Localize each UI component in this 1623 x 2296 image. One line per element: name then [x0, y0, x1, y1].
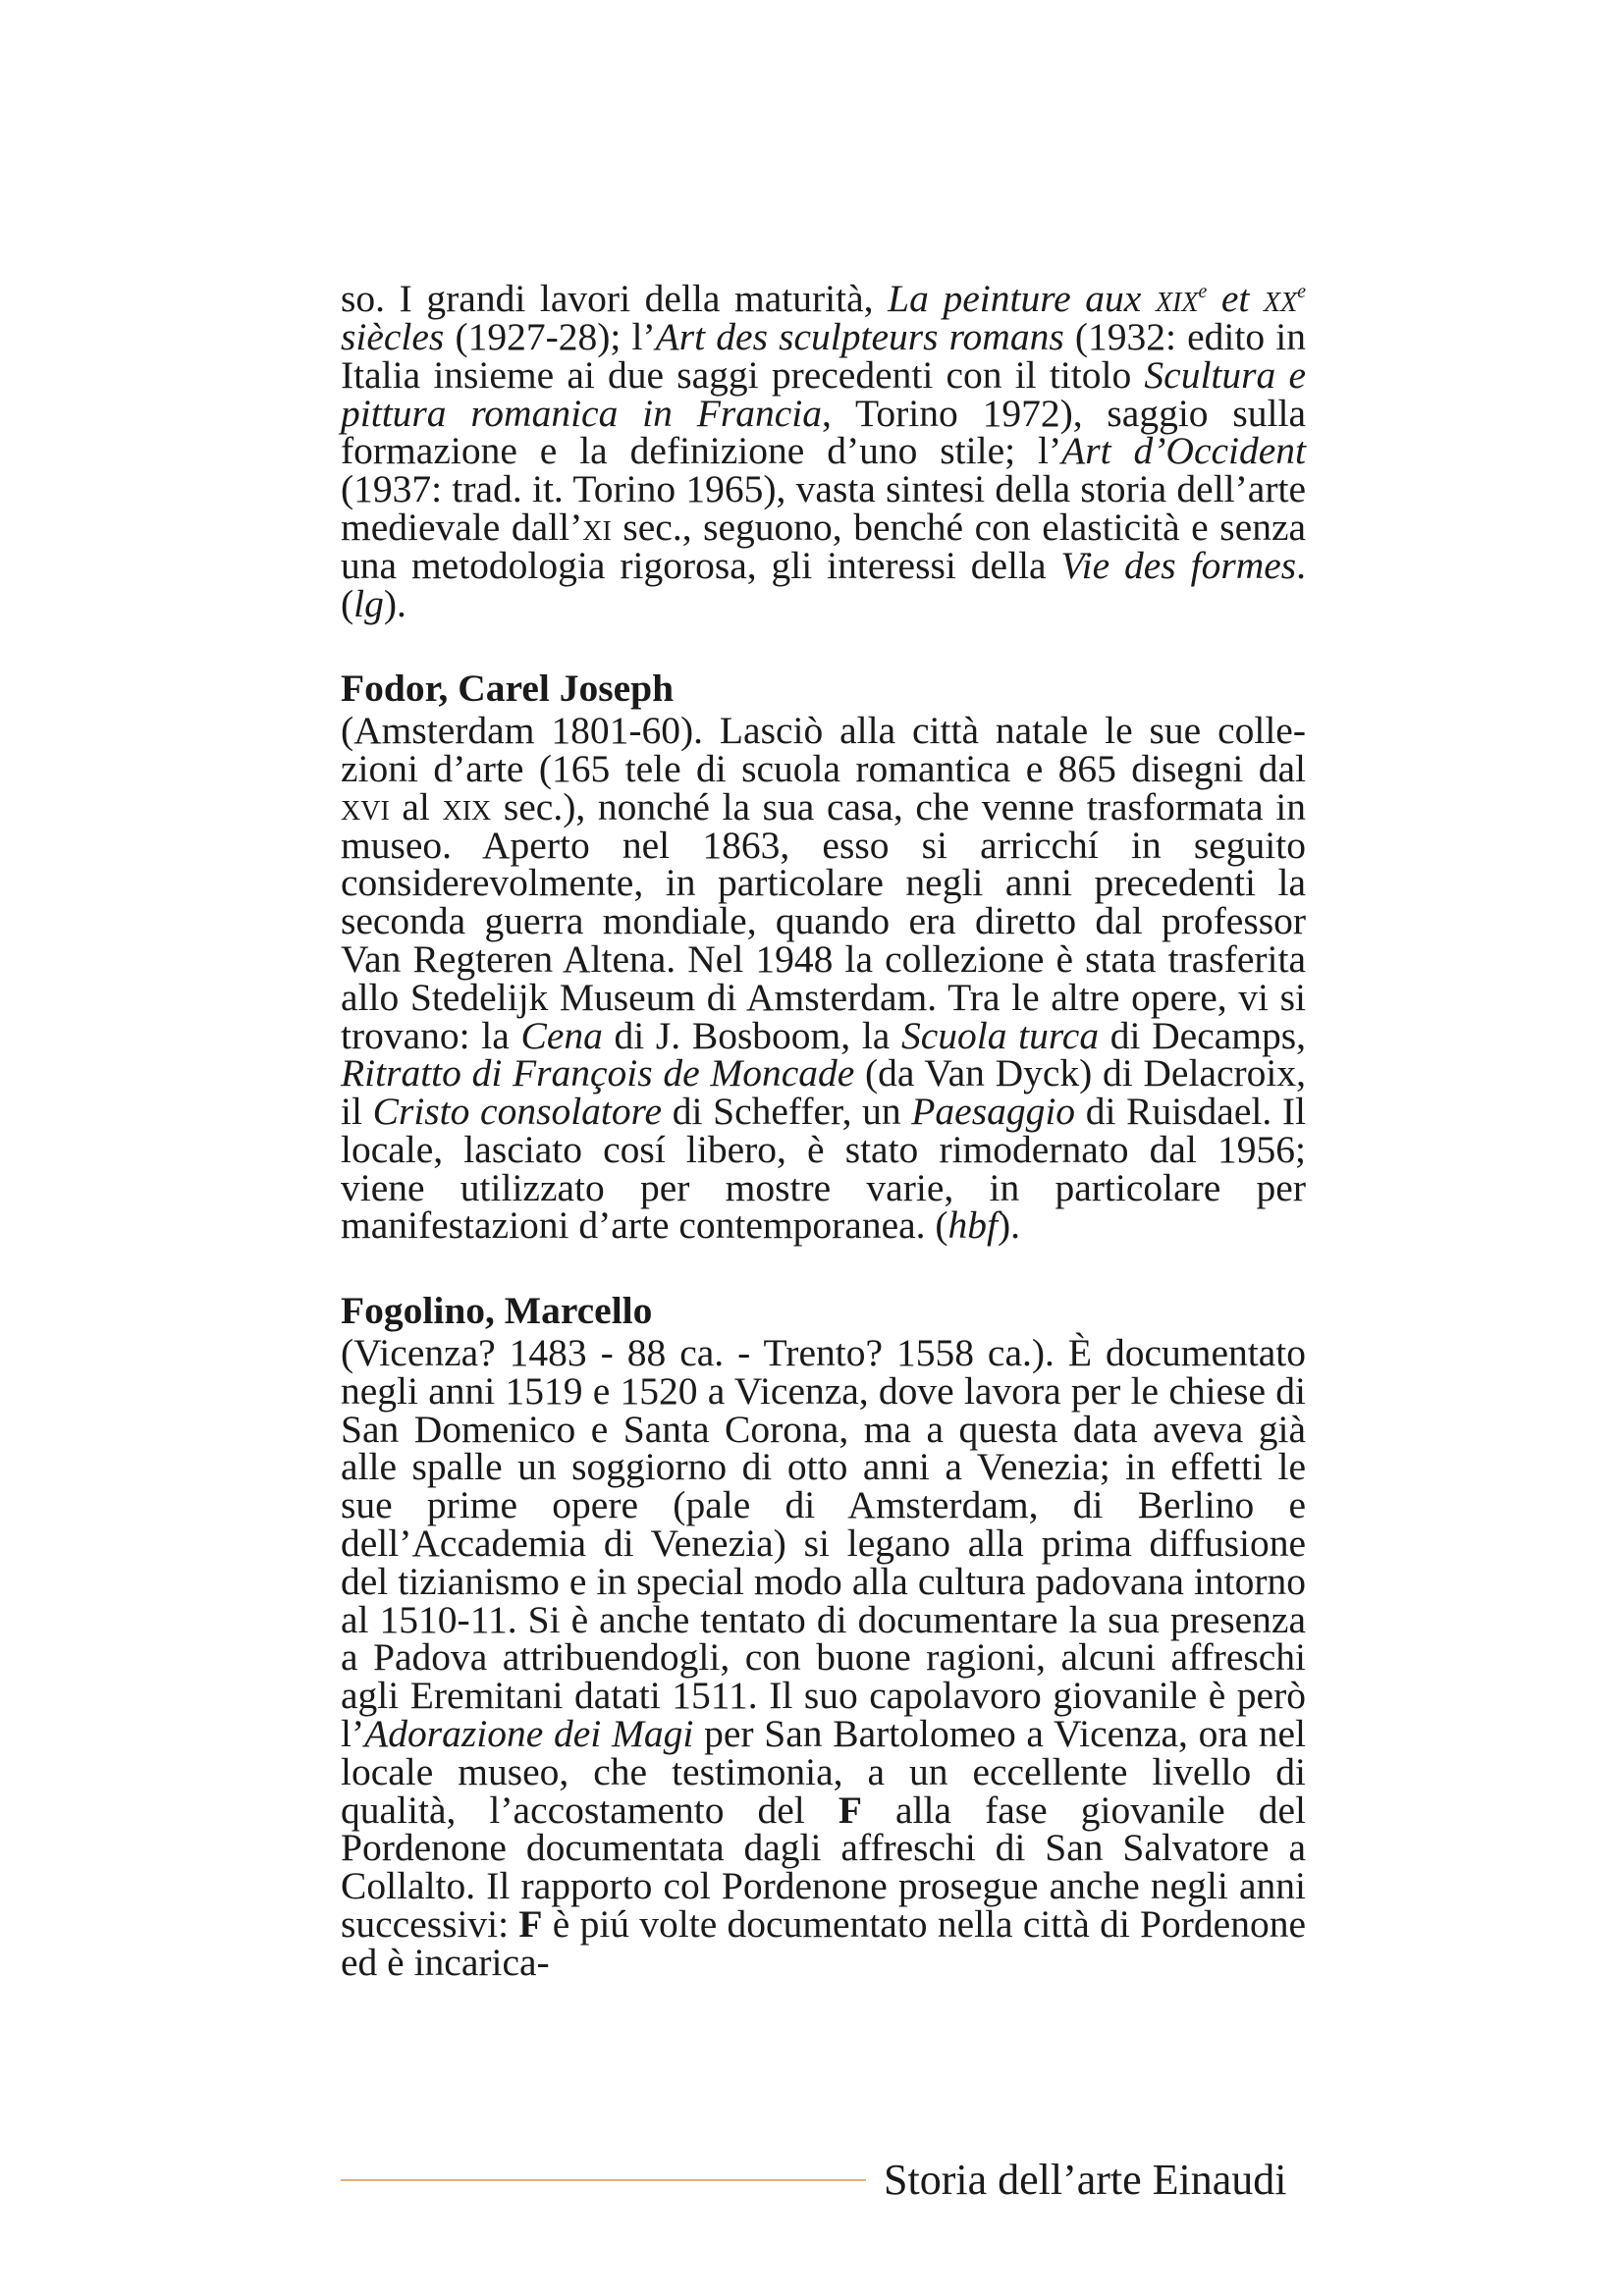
- footer-publisher: Storia dell’arte Einaudi: [884, 2156, 1287, 2204]
- text-column: [341, 273, 1306, 1982]
- entry-title-fogolino: Fogolino, Marcello: [341, 1289, 653, 1333]
- continuation-paragraph: so. I grandi lavori della maturità, La peinture aux xix$^e$ et $xx^e$ siècles (1927-28); l’Art des sculpteurs romans (1932: edito in Italia insieme ai due saggi precedenti con il titolo Scultura e pittura romanica in Francia, Torino 1972), saggio sulla formazione e la definizione d’uno stile; l’Art d’Occident (1937: trad. it. Torino 1965), vasta sintesi della storia dell’arte medievale dall’xi sec., seguono, benché con elasticità e senza una metodologia rigorosa, gli interessi della Vie des formes. (lg).: [341, 277, 1307, 625]
- entry-title-fodor: Fodor, Carel Joseph: [341, 667, 675, 711]
- entry-body-fodor: (Amsterdam 1801-60). Lasciò alla città natale le sue collezioni d’arte (165 tele di scuola romantica e 865 disegni dal xvi al xix sec.), nonché la sua casa, che venne trasformata in museo. Aperto nel 1863, esso si arricchí in seguito considerevolmente, in particolare negli anni precedenti la seconda guerra mondiale, quando era diretto dal professor Van Regteren Altena. Nel 1948 la collezione è stata trasferita allo Stedelijk Museum di Amsterdam. Tra le altre opere, vi si trovano: la Cena di J. Bosboom, la Scuola turca di Decamps, Ritratto di François de Moncade (da Van Dyck) di Delacroix, il Cristo consolatore di Scheffer, un Paesaggio di Ruisdael. Il locale, lasciato cosí libero, è stato rimodernato dal 1956; viene utilizzato per mostre varie, in particolare per manifestazioni d’arte contemporanea. (hbf).: [341, 709, 1307, 1248]
- footer-rule: [341, 2179, 866, 2181]
- entry-body-fogolino: (Vicenza? 1483 - 88 ca. - Trento? 1558 ca.). È documentato negli anni 1519 e 1520 a Vicenza, dove lavora per le chiese di San Domenico e Santa Corona, ma a questa data aveva già alle spalle un soggiorno di otto anni a Venezia; in effetti le sue prime opere (pale di Amsterdam, di Berlino e dell’Accademia di Venezia) si legano alla prima diffusione del tizianismo e in special modo alla cultura padovana intorno al 1510-11. Si è anche tentato di documentare la sua presenza a Padova attribuendogli, con buone ragioni, alcuni affreschi agli Eremitani datati 1511. Il suo capolavoro giovanile è però l’Adorazione dei Magi per San Bartolomeo a Vicenza, ora nel locale museo, che testimonia, a un eccellente livello di qualità, l’accostamento del F alla fase giovanile del Pordenone documentata dagli affreschi di San Salvatore a Collalto. Il rapporto col Pordenone prosegue anche negli anni successivi: F è piú volte documentato nella città di Pordenone ed è incarica-: [341, 1331, 1306, 1984]
